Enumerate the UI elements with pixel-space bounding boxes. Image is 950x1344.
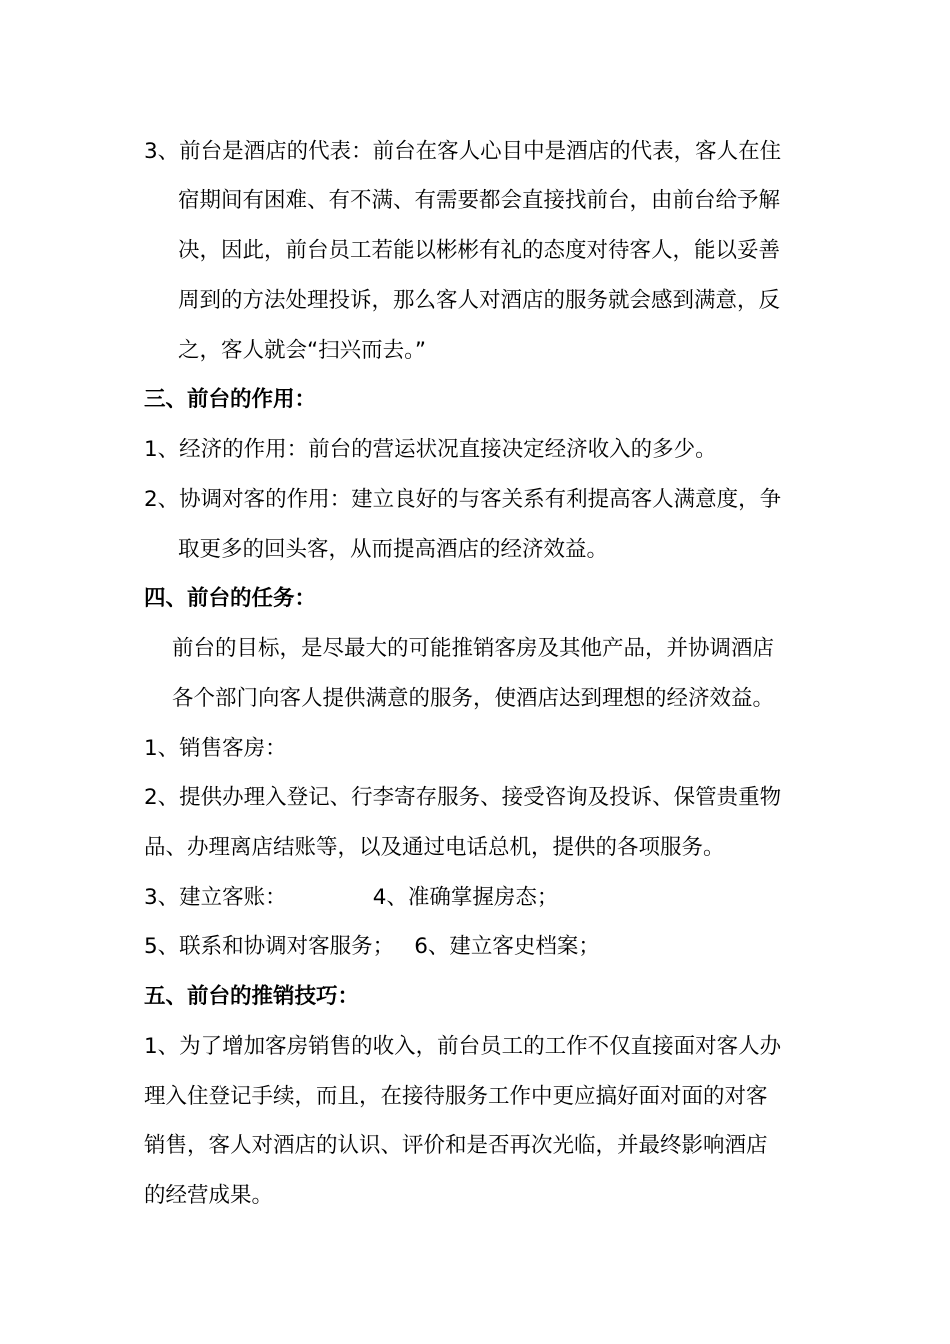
- paragraph-line: 各个部门向客人提供满意的服务，使酒店达到理想的经济效益。: [172, 686, 775, 711]
- paragraph-line: 宿期间有困难、有不满、有需要都会直接找前台，由前台给予解: [178, 188, 781, 213]
- paragraph-line: 品、办理离店结账等，以及通过电话总机，提供的各项服务。: [144, 835, 725, 860]
- paragraph-line: 前台的目标，是尽最大的可能推销客房及其他产品，并协调酒店: [172, 636, 775, 661]
- paragraph-line: 之，客人就会“扫兴而去。”: [178, 338, 427, 363]
- section-heading: 五、前台的推销技巧：: [144, 984, 360, 1009]
- paragraph-line: 销售，客人对酒店的认识、评价和是否再次光临，并最终影响酒店: [144, 1133, 768, 1158]
- section-heading: 三、前台的作用：: [144, 387, 317, 412]
- list-item: 5、联系和协调对客服务；: [144, 934, 395, 959]
- list-item: 3、建立客账：: [144, 885, 287, 910]
- paragraph-line: 理入住登记手续，而且，在接待服务工作中更应搞好面对面的对客: [144, 1084, 768, 1109]
- paragraph-line: 1、经济的作用：前台的营运状况直接决定经济收入的多少。: [144, 437, 717, 462]
- list-item: 1、销售客房：: [144, 736, 287, 761]
- paragraph-line: 1、为了增加客房销售的收入，前台员工的工作不仅直接面对客人办: [144, 1034, 782, 1059]
- list-item: 4、准确掌握房态；: [372, 885, 559, 910]
- list-row: [144, 883, 558, 913]
- section-heading: 四、前台的任务：: [144, 586, 317, 611]
- list-item: 6、建立客史档案；: [414, 934, 600, 959]
- paragraph-line: 决，因此，前台员工若能以彬彬有礼的态度对待客人，能以妥善: [178, 238, 781, 263]
- paragraph-line: 取更多的回头客，从而提高酒店的经济效益。: [178, 537, 609, 562]
- list-row: [144, 932, 600, 962]
- paragraph-line: 的经营成果。: [144, 1183, 274, 1208]
- paragraph-line: 3、前台是酒店的代表：前台在客人心目中是酒店的代表，客人在住: [144, 139, 782, 164]
- paragraph-line: 周到的方法处理投诉，那么客人对酒店的服务就会感到满意，反: [178, 288, 781, 313]
- list-item: 2、提供办理入登记、行李寄存服务、接受咨询及投诉、保管贵重物: [144, 785, 782, 810]
- paragraph-line: 2、协调对客的作用：建立良好的与客关系有利提高客人满意度，争: [144, 487, 782, 512]
